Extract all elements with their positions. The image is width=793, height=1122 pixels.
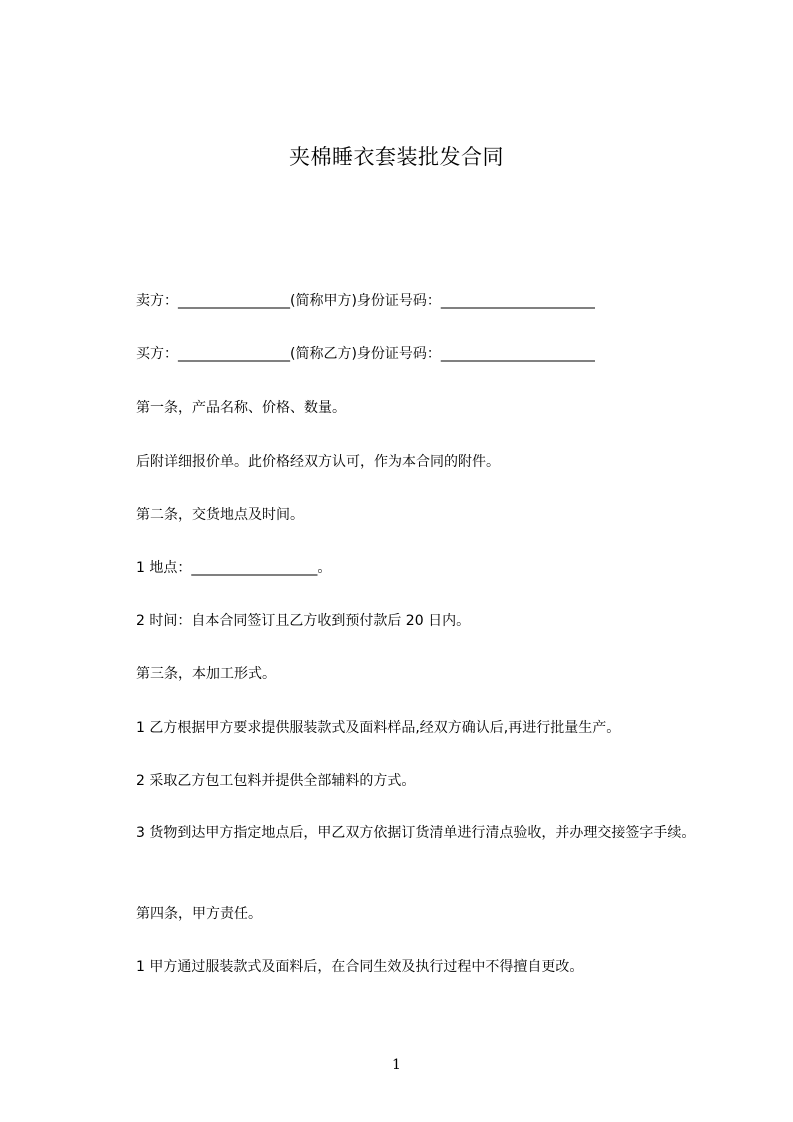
article-3-item-1: 1 乙方根据甲方要求提供服装款式及面料样品,经双方确认后,再进行批量生产。: [136, 720, 621, 736]
page-number: 1: [392, 1057, 401, 1073]
article-4-item-1: 1 甲方通过服装款式及面料后，在合同生效及执行过程中不得擅自更改。: [136, 959, 584, 975]
article-2-item-2: 2 时间：自本合同签订且乙方收到预付款后 20 日内。: [136, 613, 471, 629]
article-1-text: 后附详细报价单。此价格经双方认可，作为本合同的附件。: [136, 454, 500, 470]
seller-line: 卖方：________________(简称甲方)身份证号码：______________________: [136, 293, 595, 309]
buyer-line: 买方：________________(简称乙方)身份证号码：______________________: [136, 346, 595, 362]
article-3-item-3: 3 货物到达甲方指定地点后，甲乙双方依据订货清单进行清点验收，并办理交接签字手续。: [136, 825, 696, 841]
article-2-heading: 第二条，交货地点及时间。: [136, 507, 304, 523]
article-3-heading: 第三条，本加工形式。: [136, 666, 276, 682]
document-title: 夹棉睡衣套装批发合同: [289, 145, 504, 169]
article-3-item-2: 2 采取乙方包工包料并提供全部辅料的方式。: [136, 773, 416, 789]
article-2-item-1: 1 地点：__________________。: [136, 560, 332, 576]
article-4-heading: 第四条，甲方责任。: [136, 906, 262, 922]
article-1-heading: 第一条，产品名称、价格、数量。: [136, 400, 346, 416]
